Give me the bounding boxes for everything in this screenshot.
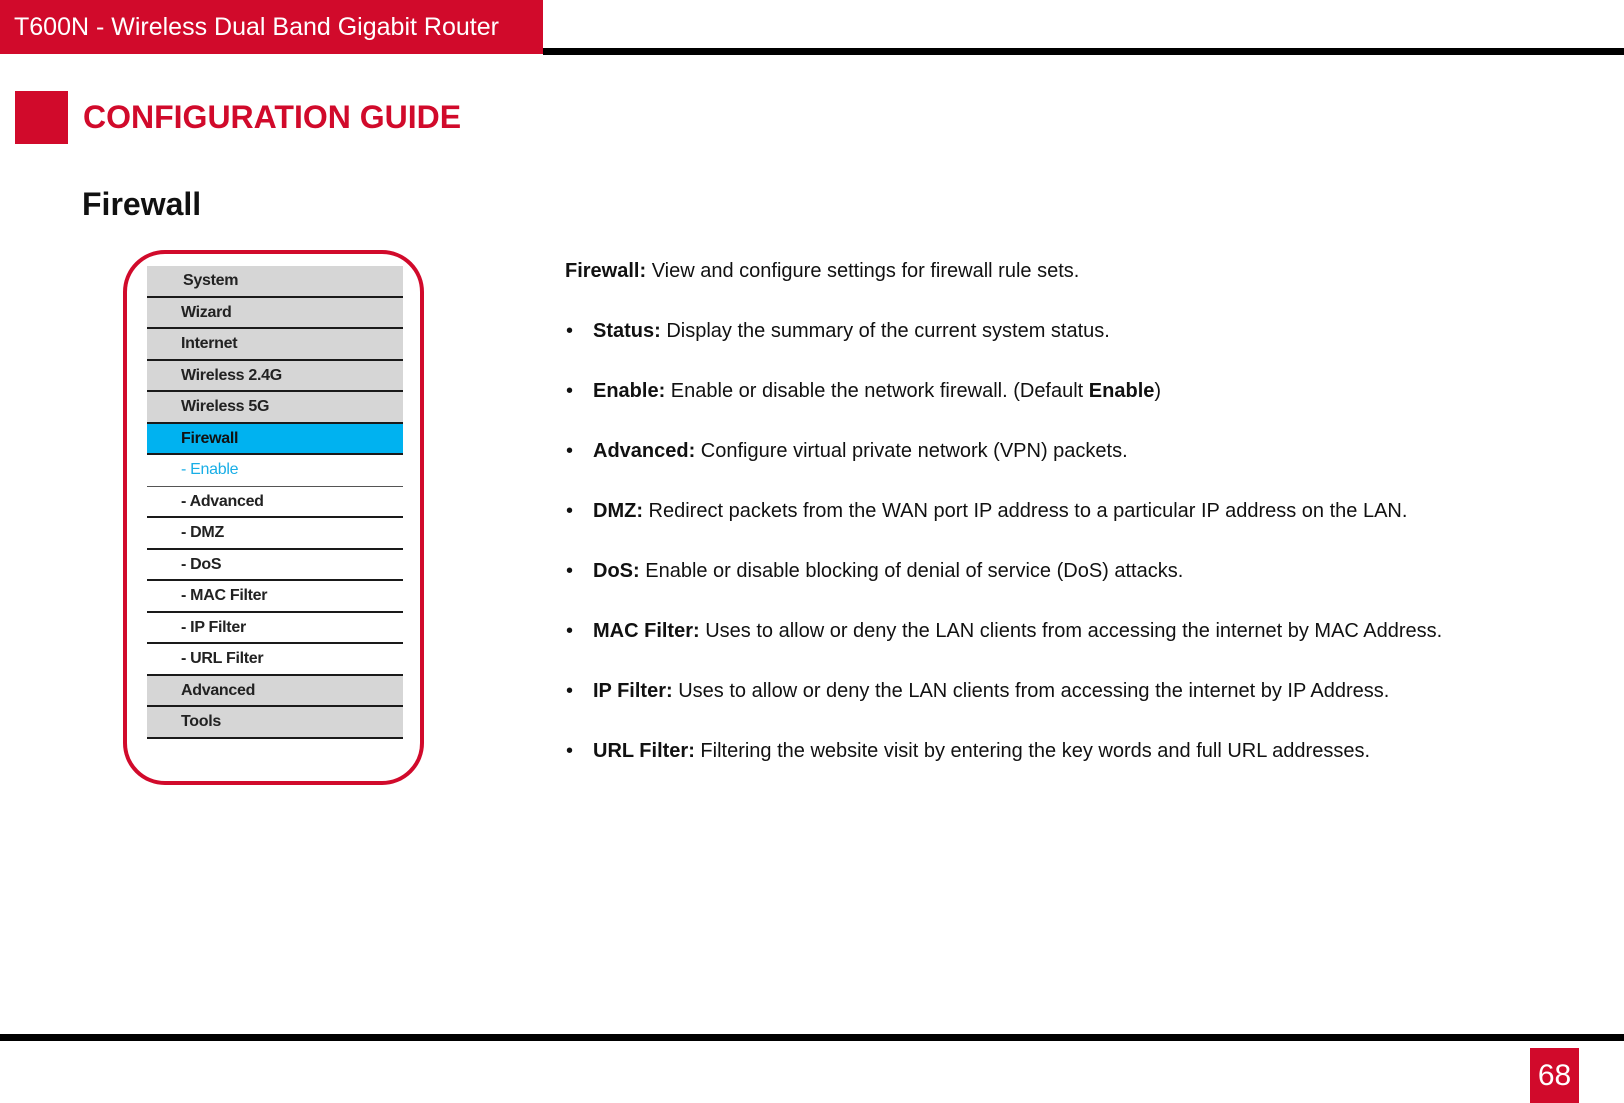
intro-term: Firewall: bbox=[565, 260, 647, 282]
bullet-term: Enable: bbox=[593, 380, 666, 402]
bullet-term: IP Filter: bbox=[593, 680, 673, 702]
bullet-term: DoS: bbox=[593, 560, 640, 582]
bullet-text: Enable or disable the network firewall. (Default bbox=[665, 380, 1089, 402]
header-rule bbox=[543, 48, 1624, 55]
router-nav-menu bbox=[147, 266, 403, 739]
bullet-dot: • bbox=[566, 740, 574, 762]
menu-item-ip-filter[interactable]: - IP Filter bbox=[147, 613, 403, 645]
menu-item-advanced[interactable]: - Advanced bbox=[147, 487, 403, 519]
bullet-item bbox=[565, 438, 1585, 464]
bullet-term: MAC Filter: bbox=[593, 620, 700, 642]
bullet-dot: • bbox=[566, 320, 574, 342]
guide-marker-square bbox=[15, 91, 68, 144]
menu-item-enable[interactable]: - Enable bbox=[147, 455, 403, 487]
menu-item-wizard[interactable]: Wizard bbox=[147, 298, 403, 330]
bullet-term: DMZ: bbox=[593, 500, 643, 522]
bullet-text: Uses to allow or deny the LAN clients from accessing the internet by IP Address. bbox=[672, 680, 1390, 702]
bullet-text: Configure virtual private network (VPN) packets. bbox=[695, 440, 1128, 462]
footer-rule bbox=[0, 1034, 1624, 1041]
section-title: Firewall bbox=[82, 186, 202, 222]
bullet-text: Redirect packets from the WAN port IP address to a particular IP address on the LAN. bbox=[642, 500, 1408, 522]
bullet-text: Display the summary of the current system status. bbox=[660, 320, 1110, 342]
bullet-text: Filtering the website visit by entering the key words and full URL addresses. bbox=[694, 740, 1370, 762]
bullet-text: Uses to allow or deny the LAN clients from accessing the internet by MAC Address. bbox=[699, 620, 1443, 642]
menu-item-advanced[interactable]: Advanced bbox=[147, 676, 403, 708]
intro-text: View and configure settings for firewall rule sets. bbox=[646, 260, 1080, 282]
menu-item-mac-filter[interactable]: - MAC Filter bbox=[147, 581, 403, 613]
menu-item-tools[interactable]: Tools bbox=[147, 707, 403, 739]
feature-bullet-list bbox=[565, 318, 1585, 764]
menu-item-internet[interactable]: Internet bbox=[147, 329, 403, 361]
bullet-term: Advanced: bbox=[593, 440, 696, 462]
bullet-dot: • bbox=[566, 500, 574, 522]
bullet-dot: • bbox=[566, 620, 574, 642]
bullet-item bbox=[565, 318, 1585, 344]
bullet-item bbox=[565, 378, 1585, 404]
menu-item-system[interactable]: System bbox=[147, 266, 403, 298]
document-header-title: T600N - Wireless Dual Band Gigabit Router bbox=[0, 0, 543, 54]
bullet-suffix: ) bbox=[1154, 380, 1162, 402]
guide-title: CONFIGURATION GUIDE bbox=[83, 99, 462, 135]
bullet-item bbox=[565, 558, 1585, 584]
content-body bbox=[565, 258, 1585, 798]
bullet-dot: • bbox=[566, 680, 574, 702]
bullet-text: Enable or disable blocking of denial of service (DoS) attacks. bbox=[639, 560, 1184, 582]
menu-item-wireless-5g[interactable]: Wireless 5G bbox=[147, 392, 403, 424]
menu-item-url-filter[interactable]: - URL Filter bbox=[147, 644, 403, 676]
menu-item-firewall[interactable]: Firewall bbox=[147, 424, 403, 456]
bullet-dot: • bbox=[566, 380, 574, 402]
menu-item-dmz[interactable]: - DMZ bbox=[147, 518, 403, 550]
page-number: 68 bbox=[1530, 1048, 1579, 1103]
bullet-item bbox=[565, 678, 1585, 704]
bullet-item bbox=[565, 498, 1585, 524]
menu-item-dos[interactable]: - DoS bbox=[147, 550, 403, 582]
bullet-term: Status: bbox=[593, 320, 661, 342]
bullet-term: URL Filter: bbox=[593, 740, 695, 762]
bullet-item bbox=[565, 618, 1585, 644]
bullet-item bbox=[565, 738, 1585, 764]
bullet-dot: • bbox=[566, 560, 574, 582]
menu-item-wireless-2-4g[interactable]: Wireless 2.4G bbox=[147, 361, 403, 393]
bullet-dot: • bbox=[566, 440, 574, 462]
bullet-emphasis: Enable bbox=[1088, 380, 1155, 402]
intro-paragraph bbox=[565, 258, 1585, 284]
